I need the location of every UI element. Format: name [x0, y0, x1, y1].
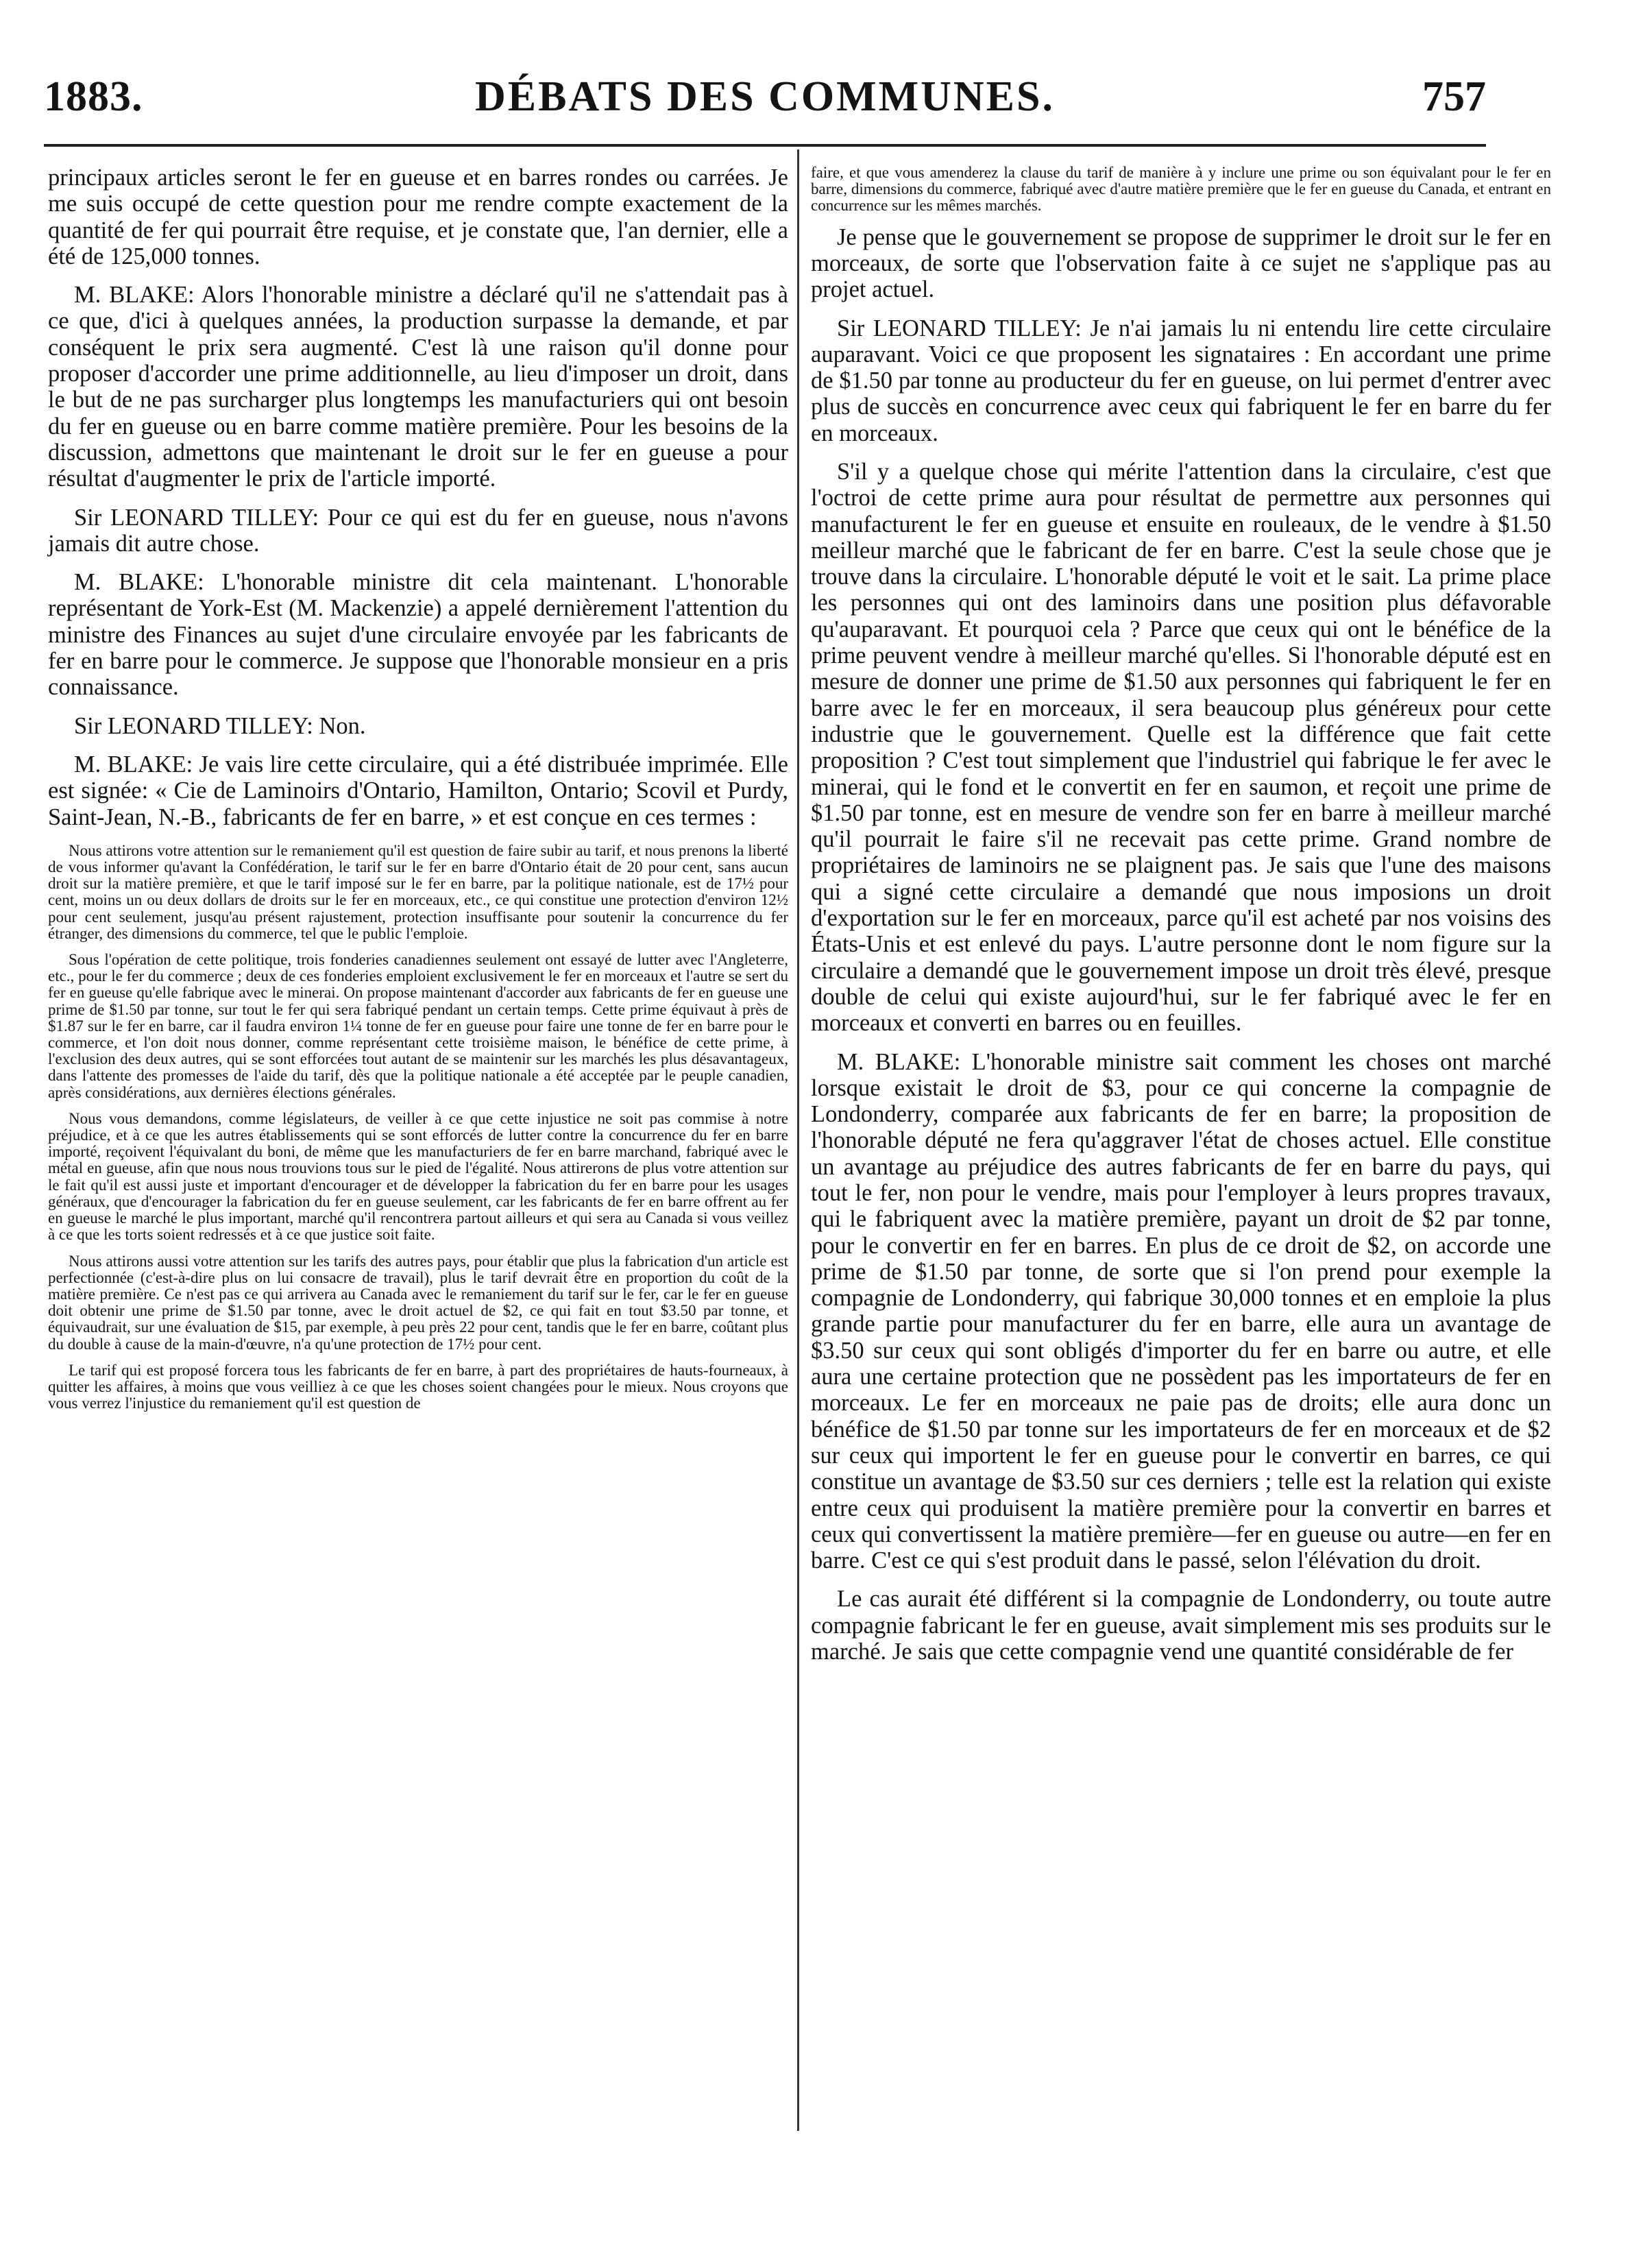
header-title: DÉBATS DES COMMUNES.: [474, 73, 1056, 120]
column-separator: [797, 149, 799, 2131]
quoted-paragraph: Sous l'opération de cette politique, trois fonderies canadiennes seulement ont essayé de lutter avec l'Angleterre, etc., pour le fer du commerce ; deux de ces fonderies emploient exclusivement le fer en morceaux et l'autre se sert du fer en gueuse qu'elle fabrique avec le minerai. On propose maintenant d'accorder aux fabricants de fer en gueuse une prime de $1.50 par tonne, sur tout le fer qui sera fabriqué pendant un certain temps. Cette prime équivaut à près de $1.87 sur le fer en barre, car il faudra environ 1¼ tonne de fer en gueuse pour faire une tonne de fer en barre pour le commerce, et l'on doit nous donner, comme représentant cette troisième maison, le bénéfice de cette prime, à l'exclusion des deux autres, qui se sont efforcées tout autant de se maintenir sur les marchés les plus désavantageux, dans l'attente des promesses de l'aide du tarif, dès que la politique nationale a été acceptée par le peuple canadien, après considérations, aux dernières élections générales.: [48, 951, 788, 1101]
paragraph: Sir LEONARD TILLEY: Je n'ai jamais lu ni entendu lire cette circulaire auparavant. Voici ce que proposent les signataires : En accordant une prime de $1.50 par tonne au producteur du fer en gueuse, on lui permet d'entrer avec plus de succès en concurrence avec ceux qui fabriquent le fer en barre du fer en morceaux.: [811, 315, 1551, 446]
paragraph: Sir LEONARD TILLEY: Non.: [74, 712, 366, 739]
quoted-paragraph: Nous attirons aussi votre attention sur les tarifs des autres pays, pour établir que plus la fabrication d'un article est perfectionnée (c'est-à-dire plus on lui consacre de travail), plus le tarif devrait être en proportion du coût de la matière première. Ce n'est pas ce qui arrivera au Canada avec le remaniement du tarif sur le fer, car le fer en gueuse doit obtenir une prime de $1.50 par tonne, avec le droit actuel de $2, ce qui fait en tout $3.50 par tonne, et équivaudrait, sur une évaluation de $15, par exemple, à peu près 22 pour cent, tandis que le fer en barre, coûtant plus du double à cause de la main-d'œuvre, n'a qu'une protection de 17½ pour cent.: [48, 1252, 788, 1353]
quoted-paragraph: Nous attirons votre attention sur le remaniement qu'il est question de faire subir au tarif, et nous prenons la liberté de vous informer qu'avant la Confédération, le tarif sur le fer en barre d'Ontario était de 20 pour cent, sans aucun droit sur la matière première, et que le tarif imposé sur le fer en barre, par la politique nationale, est de 17½ pour cent, moins un ou deux dollars de droits sur le fer en morceaux, etc., ce qui constitue une protection d'environ 12½ pour cent seulement, jusqu'au présent rajustement, protection insuffisante pour soutenir la concurrence du fer étranger, des dimensions du commerce, tel que le public l'emploie.: [48, 841, 788, 942]
right-column: [811, 165, 1551, 1677]
header-rule: [44, 144, 1486, 147]
paragraph: S'il y a quelque chose qui mérite l'attention dans la circulaire, c'est que l'octroi de cette prime aura pour résultat de permettre aux personnes qui manufacturent le fer en gueuse et ensuite en rouleaux, de le vendre à $1.50 meilleur marché que le fabricant de fer en barre. C'est la seule chose que je trouve dans la circulaire. L'honorable député le voit et le sait. La prime place les personnes qui ont des laminoirs dans une position plus défavorable qu'auparavant. Et pourquoi cela ? Parce que ceux qui ont le bénéfice de la prime peuvent vendre à meilleur marché qu'elles. Si l'honorable député est en mesure de donner une prime de $1.50 aux personnes qui fabriquent le fer en barre avec le fer en morceaux, il sera beaucoup plus généreux pour cette industrie que le gouvernement. Quelle est la différence que fait cette proposition ? C'est tout simplement que l'industriel qui fabrique le fer avec le minerai, qui le fond et le convertit en fer en saumon, et reçoit une prime de $1.50 par tonne, est en mesure de vendre son fer en barre à meilleur marché qu'il pourrait le faire s'il ne recevait pas cette prime. Grand nombre de propriétaires de laminoirs ne se plaignent pas. Je sais que l'une des maisons qui a signé cette circulaire a demandé que nous imposions un droit d'exportation sur le fer en morceaux, parce qu'il est acheté par nos voisins des États-Unis et est enlevé du pays. L'autre personne dont le nom figure sur la circulaire a demandé que le gouvernement impose un droit très élevé, presque double de celui qui existe aujourd'hui, sur le fer fabriqué avec le fer en morceaux et converti en barres ou en feuilles.: [811, 458, 1551, 1037]
paragraph: Je pense que le gouvernement se propose de supprimer le droit sur le fer en morceaux, de sorte que l'observation faite à ce sujet ne s'applique pas au projet actuel.: [811, 224, 1551, 303]
quoted-paragraph: faire, et que vous amenderez la clause du tarif de manière à y inclure une prime ou son équivalant pour le fer en barre, dimensions du commerce, fabriqué avec d'autre matière première que le fer en gueuse du Canada, et entrant en concurrence sur les mêmes marchés.: [811, 164, 1551, 215]
paragraph: Sir LEONARD TILLEY: Pour ce qui est du fer en gueuse, nous n'avons jamais dit autre chose.: [48, 504, 788, 557]
header-year: 1883.: [44, 73, 143, 120]
quoted-paragraph: Nous vous demandons, comme législateurs, de veiller à ce que cette injustice ne soit pas commise à notre préjudice, et à ce que les autres établissements qui se sont efforcés de lutter contre la concurrence du fer en barre importé, reçoivent l'équivalant du boni, de même que les manufacturiers de fer en barre marchand, fabriqué avec le métal en gueuse, afin que nous nous trouvions tous sur le pied de l'égalité. Nous attirerons de plus votre attention sur le fait qu'il est aussi juste et important d'encourager et de développer la fabrication du fer en barre pour les usages généraux, que d'encourager la fabrication du fer en gueuse seulement, car les fabricants de fer en barre offrent au fer en gueuse le marché le plus important, marché qu'il rencontrera partout ailleurs et qui sera au Canada si vous veillez à ce que les torts soient redressés et à ce que justice soit faite.: [48, 1109, 788, 1244]
paragraph: Le cas aurait été différent si la compagnie de Londonderry, ou toute autre compagnie fabricant le fer en gueuse, avait simplement mis ses produits sur le marché. Je sais que cette compagnie vend une quantité considérable de fer: [811, 1586, 1551, 1665]
quoted-paragraph: Le tarif qui est proposé forcera tous les fabricants de fer en barre, à part des propriétaires de hauts-fourneaux, à quitter les affaires, à moins que vous veilliez à ce que les choses soient changées pour le mieux. Nous croyons que vous verrez l'injustice du remaniement qu'il est question de: [48, 1361, 788, 1412]
header-page-number: 757: [1422, 73, 1486, 120]
page-header: [44, 69, 1486, 137]
paragraph: principaux articles seront le fer en gueuse et en barres rondes ou carrées. Je me suis occupé de cette question pour me rendre compte exactement de la quantité de fer qui pourrait être requise, et je constate que, l'an dernier, elle a été de 125,000 tonnes.: [48, 165, 788, 269]
paragraph: M. BLAKE: L'honorable ministre sait comment les choses ont marché lorsque existait le droit de $3, pour ce qui concerne la compagnie de Londonderry, comparée aux fabricants de fer en barre; la proposition de l'honorable député ne fera qu'aggraver l'état de choses actuel. Elle constitue un avantage au préjudice des autres fabricants de fer en barre du pays, qui tout le fer, non pour le vendre, mais pour l'employer à leurs propres travaux, qui le fabriquent avec la matière première, payant un droit de $2 par tonne, pour le convertir en fer en barres. En plus de ce droit de $2, on accorde une prime de $1.50 par tonne, de sorte que si l'on prend pour exemple la compagnie de Londonderry, qui fabrique 30,000 tonnes et en emploie la plus grande partie pour manufacturer du fer en barre, elle aura un avantage de $3.50 sur ceux qui sont obligés d'importer du fer en barre ou autre, et elle aura une certaine protection que ne possèdent pas les importateurs de fer en morceaux. Le fer en morceaux ne paie pas de droits; elle aura donc un bénéfice de $1.50 par tonne sur les importateurs de fer en morceaux et de $2 sur ceux qui importent le fer en gueuse pour le convertir en barres, ce qui constitue un avantage de $3.50 sur ces derniers ; telle est la relation qui existe entre ceux qui produisent la matière première pour la convertir en barres et ceux qui convertissent la matière première—fer en gueuse ou autre—en fer en barre. C'est ce qui s'est produit dans le passé, selon l'élévation du droit.: [811, 1048, 1551, 1574]
left-column: [48, 165, 788, 1421]
paragraph: M. BLAKE: Je vais lire cette circulaire, qui a été distribuée imprimée. Elle est signée: « Cie de Laminoirs d'Ontario, Hamilton, Ontario; Scovil et Purdy, Saint-Jean, N.-B., fabricants de fer en barre, » et est conçue en ces termes :: [48, 751, 788, 830]
paragraph: M. BLAKE: L'honorable ministre dit cela maintenant. L'honorable représentant de York-Est (M. Mackenzie) a appelé dernièrement l'attention du ministre des Finances au sujet d'une circulaire envoyée par les fabricants de fer en barre pour le commerce. Je suppose que l'honorable monsieur en a pris connaissance.: [48, 569, 788, 701]
paragraph: M. BLAKE: Alors l'honorable ministre a déclaré qu'il ne s'attendait pas à ce que, d'ici à quelques années, la production surpasse la demande, et par conséquent le prix sera augmenté. C'est là une raison qu'il donne pour proposer d'accorder une prime additionnelle, au lieu d'imposer un droit, dans le but de ne pas surcharger plus longtemps les manufacturiers qui ont besoin du fer en gueuse ou en barre comme matière première. Pour les besoins de la discussion, admettons que maintenant le droit sur le fer en gueuse a pour résultat d'augmenter le prix de l'article importé.: [48, 282, 788, 492]
